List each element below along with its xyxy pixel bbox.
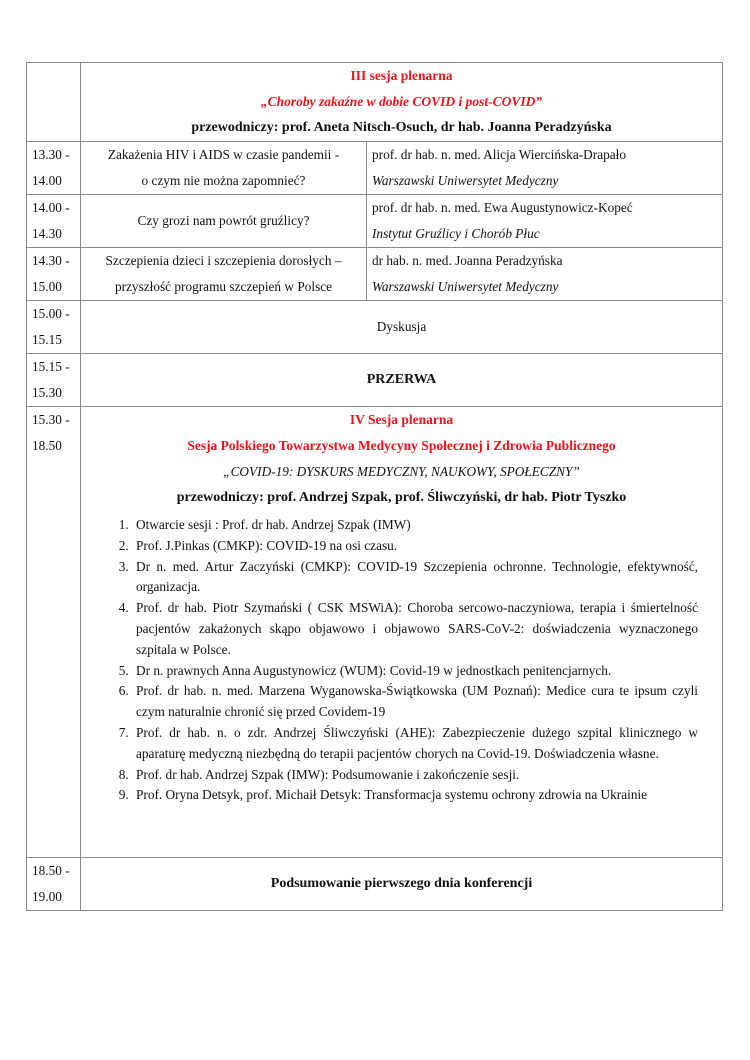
- talk-row: [27, 142, 723, 195]
- session3-header-row: [27, 63, 723, 142]
- session4-title: IV Sesja plenarna: [349, 412, 454, 427]
- break-label: PRZERWA: [81, 354, 723, 407]
- break-row: [27, 354, 723, 407]
- session3-subtitle: „Choroby zakaźne w dobie COVID i post-COVID”: [260, 94, 543, 109]
- time-start: 14.00 -: [32, 200, 70, 215]
- summary-row: [27, 858, 723, 911]
- time-start: 15.15 -: [32, 359, 70, 374]
- time-start: 15.00 -: [32, 306, 70, 321]
- agenda-item: 4. Prof. dr hab. Piotr Szymański ( CSK MSWiA): Choroba sercowo-naczyniowa, terapia i śmiertelność pacjentów zakażonych skąpo objawowo i objawowo SARS-CoV-2: doświadczenia wyznaczonego szpitala w Polsce.: [132, 598, 698, 660]
- speaker-name: dr hab. n. med. Joanna Peradzyńska: [372, 253, 563, 268]
- topic-line: Zakażenia HIV i AIDS w czasie pandemii -: [107, 147, 340, 162]
- time-end: 14.30: [32, 226, 62, 241]
- time-end: 18.50: [32, 438, 62, 453]
- session3-header-cell: [81, 63, 723, 142]
- time-cell: [27, 195, 81, 248]
- time-end: 19.00: [32, 889, 62, 904]
- session4-subtitle: „COVID-19: DYSKURS MEDYCZNY, NAUKOWY, SPOŁECZNY”: [223, 464, 580, 479]
- session4-society: Sesja Polskiego Towarzystwa Medycyny Społecznej i Zdrowia Publicznego: [187, 438, 616, 453]
- topic-line: o czym nie można zapomnieć?: [141, 173, 306, 188]
- topic-line: Szczepienia dzieci i szczepienia dorosłych –: [105, 253, 342, 268]
- time-cell: [27, 407, 81, 858]
- time-end: 15.00: [32, 279, 62, 294]
- talk-row: [27, 195, 723, 248]
- agenda-item: 2. Prof. J.Pinkas (CMKP): COVID-19 na osi czasu.: [132, 536, 698, 557]
- time-end: 15.15: [32, 332, 62, 347]
- speaker-affiliation: Warszawski Uniwersytet Medyczny: [372, 279, 559, 294]
- speaker-name: prof. dr hab. n. med. Alicja Wiercińska-Drapało: [372, 147, 626, 162]
- time-start: 14.30 -: [32, 253, 70, 268]
- summary-label: Podsumowanie pierwszego dnia konferencji: [81, 858, 723, 911]
- agenda-item: 6. Prof. dr hab. n. med. Marzena Wyganowska-Świątkowska (UM Poznań): Medice cura te ipsum czyli czym naturalnie chronić się przed Covidem-19: [132, 681, 698, 723]
- time-cell: [27, 354, 81, 407]
- time-cell: [27, 142, 81, 195]
- time-start: 18.50 -: [32, 863, 70, 878]
- topic-cell: [81, 248, 367, 301]
- time-cell: [27, 301, 81, 354]
- session3-chairs: przewodniczy: prof. Aneta Nitsch-Osuch, dr hab. Joanna Peradzyńska: [191, 120, 612, 135]
- agenda-item: 8. Prof. dr hab. Andrzej Szpak (IMW): Podsumowanie i zakończenie sesji.: [132, 765, 698, 786]
- agenda-item: 1. Otwarcie sesji : Prof. dr hab. Andrzej Szpak (IMW): [132, 515, 698, 536]
- time-end: 14.00: [32, 173, 62, 188]
- speaker-cell: [367, 195, 723, 248]
- session4-chairs: przewodniczy: prof. Andrzej Szpak, prof. Śliwczyński, dr hab. Piotr Tyszko: [176, 490, 627, 505]
- time-cell: [27, 858, 81, 911]
- agenda-item: 3. Dr n. med. Artur Zaczyński (CMKP): COVID-19 Szczepienia ochronne. Technologie, efektywność, organizacja.: [132, 557, 698, 599]
- session3-title: III sesja plenarna: [350, 68, 453, 83]
- agenda-item: 5. Dr n. prawnych Anna Augustynowicz (WUM): Covid-19 w jednostkach penitencjarnych.: [132, 661, 698, 682]
- agenda-item: 7. Prof. dr hab. n. o zdr. Andrzej Śliwczyński (AHE): Zabezpieczenie dużego szpital klinicznego w aparaturę medyczną niezbędną do terapii pacjentów chorych na Covid-19. Doświadczenia własne.: [132, 723, 698, 765]
- agenda-item: 9. Prof. Oryna Detsyk, prof. Michaił Detsyk: Transformacja systemu ochrony zdrowia na Ukrainie: [132, 785, 698, 806]
- time-cell-empty: [27, 63, 81, 142]
- discussion-row: [27, 301, 723, 354]
- talk-row: [27, 248, 723, 301]
- conference-programme-table: [26, 62, 723, 911]
- topic-line: Czy grozi nam powrót gruźlicy?: [137, 213, 310, 228]
- time-start: 15.30 -: [32, 412, 70, 427]
- topic-line: przyszłość programu szczepień w Polsce: [114, 279, 333, 294]
- topic-cell: [81, 142, 367, 195]
- discussion-label: Dyskusja: [81, 301, 723, 354]
- speaker-affiliation: Warszawski Uniwersytet Medyczny: [372, 173, 559, 188]
- time-cell: [27, 248, 81, 301]
- time-end: 15.30: [32, 385, 62, 400]
- speaker-cell: [367, 248, 723, 301]
- speaker-cell: [367, 142, 723, 195]
- session4-agenda-list: [81, 515, 722, 806]
- time-start: 13.30 -: [32, 147, 70, 162]
- session4-cell: [81, 407, 723, 858]
- session4-row: [27, 407, 723, 858]
- speaker-affiliation: Instytut Gruźlicy i Chorób Płuc: [372, 226, 540, 241]
- speaker-name: prof. dr hab. n. med. Ewa Augustynowicz-Kopeć: [372, 200, 633, 215]
- topic-cell: [81, 195, 367, 248]
